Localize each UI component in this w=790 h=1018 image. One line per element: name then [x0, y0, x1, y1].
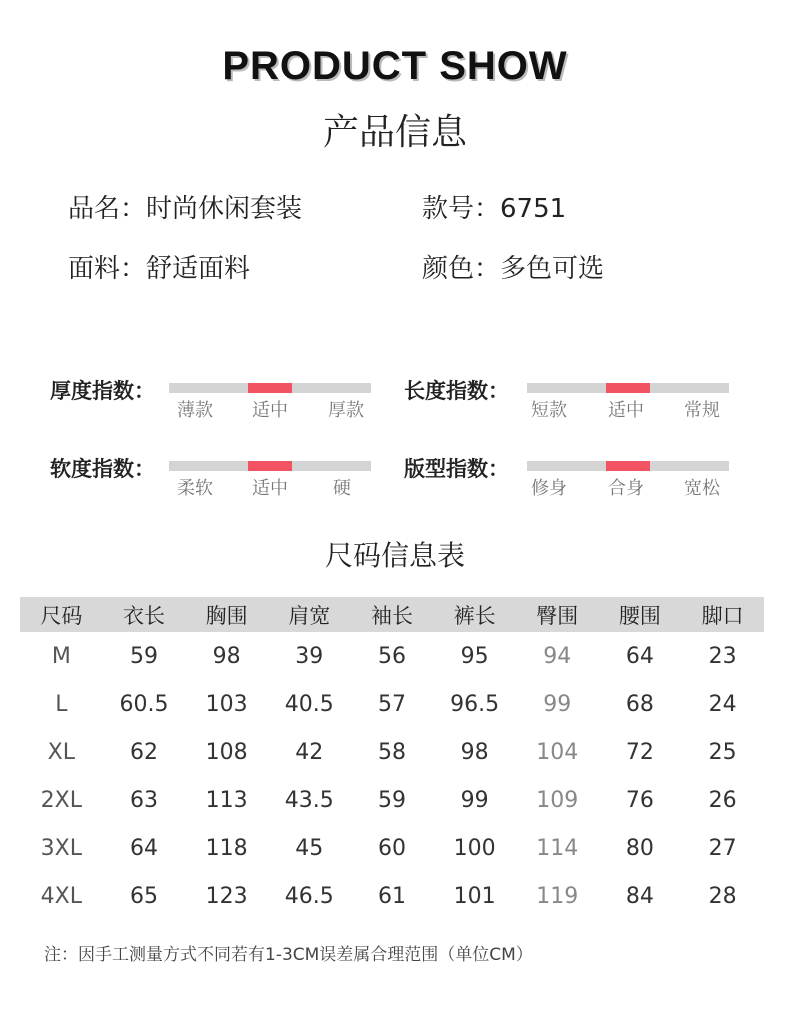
title-english: PRODUCT SHOW: [222, 44, 568, 88]
measurement-note: 注：因手工测量方式不同若有1-3CM误差属合理范围（单位CM）: [44, 945, 533, 965]
table-cell: 76: [625, 787, 654, 813]
gauge-ticks-thickness: [169, 396, 371, 420]
table-cell: 68: [625, 691, 654, 717]
table-row: [20, 632, 764, 680]
gauge-fill: [248, 383, 292, 393]
table-cell: 25: [708, 739, 737, 765]
table-cell: 56: [377, 643, 406, 669]
product-color: 颜色：多色可选: [422, 254, 605, 284]
size-label-cell: L: [55, 691, 68, 717]
table-cell: 40.5: [284, 691, 334, 717]
gauge-label-softness: 软度指数：: [50, 457, 155, 481]
table-row: [20, 776, 764, 824]
table-row: [20, 680, 764, 728]
gauge-label-fit: 版型指数：: [404, 457, 509, 481]
table-cell: 118: [205, 835, 248, 861]
table-cell: 99: [543, 691, 572, 717]
gauge-tick: 适中: [252, 478, 288, 499]
table-cell: 114: [536, 835, 579, 861]
table-cell: 24: [708, 691, 737, 717]
table-cell: 43.5: [284, 787, 334, 813]
header-cell: 腰围: [599, 597, 682, 632]
table-cell: 23: [708, 643, 737, 669]
gauge-label-length: 长度指数：: [404, 379, 509, 403]
table-cell: 46.5: [284, 883, 334, 909]
table-cell: 59: [129, 643, 158, 669]
gauge-tick: 薄款: [177, 400, 213, 421]
gauge-tick: 厚款: [328, 400, 364, 421]
header-cell: 肩宽: [268, 597, 351, 632]
table-cell: 108: [205, 739, 248, 765]
title-chinese: 产品信息: [322, 112, 467, 153]
table-cell: 104: [536, 739, 579, 765]
table-cell: 95: [460, 643, 489, 669]
table-cell: 98: [212, 643, 241, 669]
gauge-ticks-softness: [169, 474, 371, 498]
size-table-body: [20, 632, 764, 920]
table-row: [20, 824, 764, 872]
table-cell: 57: [377, 691, 406, 717]
table-cell: 58: [377, 739, 406, 765]
table-cell: 101: [453, 883, 496, 909]
table-cell: 64: [129, 835, 158, 861]
product-model: 款号：6751: [422, 194, 567, 224]
table-cell: 60.5: [119, 691, 169, 717]
gauge-ticks-fit: [527, 474, 729, 498]
table-cell: 60: [377, 835, 406, 861]
size-label-cell: 3XL: [40, 835, 82, 861]
product-fabric: 面料：舒适面料: [68, 254, 251, 284]
table-cell: 109: [536, 787, 579, 813]
size-label-cell: 4XL: [40, 883, 82, 909]
size-label-cell: 2XL: [40, 787, 82, 813]
table-cell: 26: [708, 787, 737, 813]
size-label-cell: XL: [47, 739, 75, 765]
table-cell: 96.5: [450, 691, 500, 717]
table-cell: 39: [295, 643, 324, 669]
header-cell: 袖长: [351, 597, 434, 632]
table-cell: 84: [625, 883, 654, 909]
size-table-header-row: [20, 597, 764, 632]
gauge-tick: 修身: [531, 478, 567, 499]
header-cell: 脚口: [681, 597, 764, 632]
gauge-tick: 合身: [608, 478, 644, 499]
gauge-tick: 短款: [531, 400, 567, 421]
table-cell: 100: [453, 835, 496, 861]
table-cell: 59: [377, 787, 406, 813]
header-cell: 裤长: [433, 597, 516, 632]
gauge-tick: 适中: [608, 400, 644, 421]
gauge-bar-length: [527, 383, 729, 393]
gauge-fill: [606, 383, 650, 393]
table-cell: 45: [295, 835, 324, 861]
gauge-fill: [606, 461, 650, 471]
table-cell: 27: [708, 835, 737, 861]
table-cell: 113: [205, 787, 248, 813]
gauge-bar-thickness: [169, 383, 371, 393]
gauge-tick: 宽松: [684, 478, 720, 499]
header-cell: 尺码: [20, 597, 103, 632]
header-cell: 臀围: [516, 597, 599, 632]
table-cell: 119: [536, 883, 579, 909]
table-row: [20, 728, 764, 776]
header-cell: 胸围: [185, 597, 268, 632]
size-label-cell: M: [51, 643, 71, 669]
table-cell: 28: [708, 883, 737, 909]
product-name: 品名：时尚休闲套装: [68, 194, 303, 224]
table-cell: 64: [625, 643, 654, 669]
table-cell: 62: [129, 739, 158, 765]
gauge-ticks-length: [527, 396, 729, 420]
gauge-tick: 柔软: [177, 478, 213, 499]
size-table: [20, 597, 764, 920]
table-cell: 65: [129, 883, 158, 909]
table-row: [20, 872, 764, 920]
gauge-label-thickness: 厚度指数：: [50, 379, 155, 403]
gauge-tick: 常规: [684, 400, 720, 421]
gauge-tick: 硬: [333, 478, 351, 499]
table-cell: 94: [543, 643, 572, 669]
gauge-bar-softness: [169, 461, 371, 471]
table-cell: 80: [625, 835, 654, 861]
table-cell: 61: [377, 883, 406, 909]
size-table-title: 尺码信息表: [324, 539, 465, 572]
gauge-bar-fit: [527, 461, 729, 471]
table-cell: 72: [625, 739, 654, 765]
header-cell: 衣长: [103, 597, 186, 632]
gauge-tick: 适中: [252, 400, 288, 421]
table-cell: 123: [205, 883, 248, 909]
table-cell: 98: [460, 739, 489, 765]
table-cell: 63: [129, 787, 158, 813]
table-cell: 103: [205, 691, 248, 717]
table-cell: 42: [295, 739, 324, 765]
gauge-fill: [248, 461, 292, 471]
table-cell: 99: [460, 787, 489, 813]
